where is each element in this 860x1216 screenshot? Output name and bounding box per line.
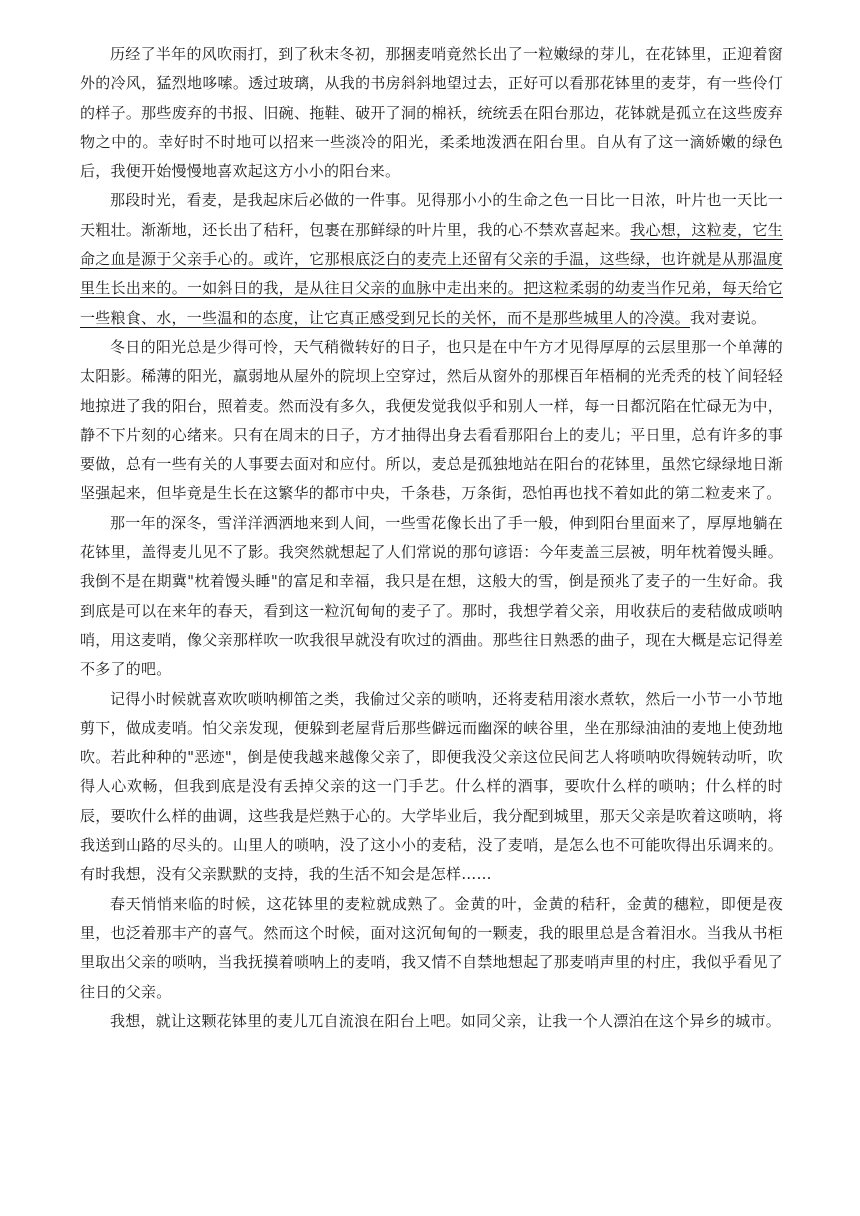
paragraph-4: 那一年的深冬，雪洋洋洒洒地来到人间，一些雪花像长出了手一般，伸到阳台里面来了，厚厚地躺在花钵里，盖得麦儿见不了影。我突然就想起了人们常说的那句谚语：今年麦盖三层被，明年枕着馒头睡。我倒不是在期冀"枕着馒头睡"的富足和幸福，我只是在想，这般大的雪，倒是预兆了麦子的一生好命。我到底是可以在来年的春天，看到这一粒沉甸甸的麦子了。那时，我想学着父亲，用收获后的麦秸做成唢呐哨，用这麦哨，像父亲那样吹一吹我很早就没有吹过的酒曲。那些往日熟悉的曲子，现在大概是忘记得差不多了的吧。 (80, 513, 783, 679)
paragraph-7: 我想，就让这颗花钵里的麦儿兀自流浪在阳台上吧。如同父亲，让我一个人漂泊在这个异乡的城市。 (110, 1011, 782, 1030)
paragraph-2 (80, 186, 783, 332)
paragraph-2-intro: 那段时光，看麦，是我起床后必做的一件事。见得那小小的生命之色一日比一日浓，叶片也一天比一天粗壮。渐渐地，还长出了秸秆，包裹在那鲜绿的叶片里，我的心不禁欢喜起来。 (80, 191, 783, 239)
paragraph-3: 冬日的阳光总是少得可怜，天气稍微转好的日子，也只是在中午方才见得厚厚的云层里那一个单薄的太阳影。稀薄的阳光，羸弱地从屋外的院坝上空穿过，然后从窗外的那棵百年梧桐的光秃秃的枝丫间轻轻地掠进了我的阳台，照着麦。然而没有多久，我便发觉我似乎和别人一样，每一日都沉陷在忙碌无为中，静不下片刻的心绪来。只有在周末的日子，方才抽得出身去看看那阳台上的麦儿；平日里，总有许多的事要做，总有一些有关的人事要去面对和应付。所以，麦总是孤独地站在阳台的花钵里，虽然它绿绿地日渐坚强起来，但毕竟是生长在这繁华的都市中央，千条巷，万条街，恐怕再也找不着如此的第二粒麦来了。 (80, 337, 783, 503)
paragraph-1: 历经了半年的风吹雨打，到了秋末冬初，那捆麦哨竟然长出了一粒嫩绿的芽儿，在花钵里，正迎着窗外的冷风，猛烈地哆嗦。透过玻璃，从我的书房斜斜地望过去，正好可以看那花钵里的麦芽，有一些伶仃的样子。那些废弃的书报、旧碗、拖鞋、破开了洞的棉袄，统统丢在阳台那边，花钵就是孤立在这些废弃物之中的。幸好时不时地可以招来一些淡冷的阳光，柔柔地泼洒在阳台里。自从有了这一滴娇嫩的绿色后，我便开始慢慢地喜欢起这方小小的阳台来。 (80, 45, 783, 181)
paragraph-2-ending: 我对妻说。 (690, 308, 767, 327)
paragraph-5: 记得小时候就喜欢吹唢呐柳笛之类，我偷过父亲的唢呐，还将麦秸用滚水煮软，然后一小节一小节地剪下，做成麦哨。怕父亲发现，便躲到老屋背后那些僻远而幽深的峡谷里，坐在那绿油油的麦地上使劲地吹。若此种种的"恶迹"，倒是使我越来越像父亲了，即便我没父亲这位民间艺人将唢呐吹得婉转动听，吹得人心欢畅，但我到底是没有丢掉父亲的这一门手艺。什么样的酒事，要吹什么样的唢呐；什么样的时辰，要吹什么样的曲调，这些我是烂熟于心的。大学毕业后，我分配到城里，那天父亲是吹着这唢呐，将我送到山路的尽头的。山里人的唢呐，没了这小小的麦秸，没了麦哨，是怎么也不可能吹得出乐调来的。有时我想，没有父亲默默的支持，我的生活不知会是怎样…… (80, 689, 783, 884)
underlined-passage: 我心想，这粒麦，它生命之血是源于父亲手心的。或许，它那根底泛白的麦壳上还留有父亲的手温，这些绿，也许就是从那温度里生长出来的。一如斜日的我，是从往日父亲的血脉中走出来的。把这粒柔弱的幼麦当作兄弟，每天给它一些粮食、水，一些温和的态度，让它真正感受到兄长的关怀，而不是那些城里人的冷漠。 (80, 220, 783, 327)
document-body (80, 40, 783, 1036)
paragraph-6: 春天悄悄来临的时候，这花钵里的麦粒就成熟了。金黄的叶，金黄的秸秆，金黄的穗粒，即便是夜里，也泛着那丰产的喜气。然而这个时候，面对这沉甸甸的一颗麦，我的眼里总是含着泪水。当我从书柜里取出父亲的唢呐，当我抚摸着唢呐上的麦哨，我又情不自禁地想起了那麦哨声里的村庄，我似乎看见了往日的父亲。 (80, 894, 783, 1001)
